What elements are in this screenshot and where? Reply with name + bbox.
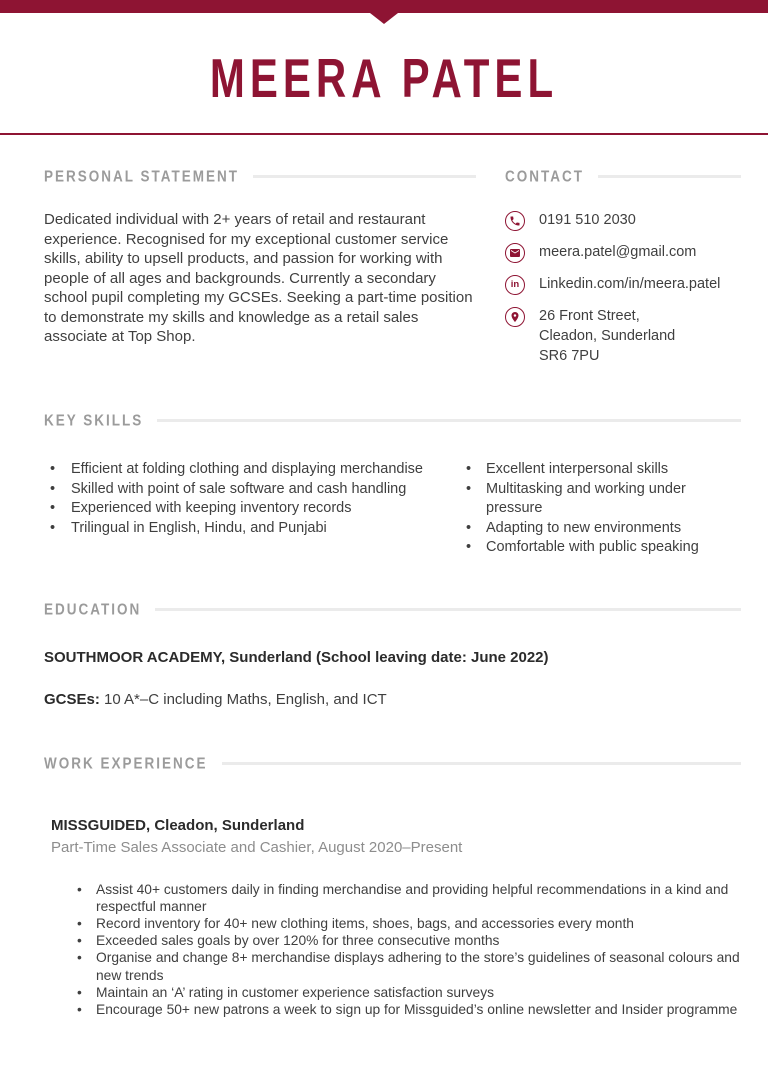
contact-item-email <box>505 242 741 263</box>
work-bullet: • Encourage 50+ new patrons a week to sign up for Missguided’s online newsletter and Insider programme <box>73 1001 741 1018</box>
section-divider <box>222 762 741 765</box>
contact-title: CONTACT <box>505 167 584 186</box>
skill-item: • Excellent interpersonal skills <box>464 460 741 480</box>
skill-item: • Trilingual in English, Hindu, and Punjabi <box>44 519 464 539</box>
section-divider <box>155 608 741 611</box>
key-skills-right-column <box>464 460 741 558</box>
address-line: 26 Front Street, <box>539 308 640 324</box>
employer-line: MISSGUIDED, Cleadon, Sunderland <box>51 816 305 834</box>
key-skills-section <box>44 413 741 558</box>
linkedin-url[interactable]: Linkedin.com/in/meera.patel <box>539 276 721 292</box>
contact-header <box>505 169 741 184</box>
triangle-ornament-icon <box>370 13 398 24</box>
work-experience-section <box>44 756 741 1019</box>
skill-item: • Comfortable with public speaking <box>464 538 741 558</box>
page-title: MEERA PATEL <box>209 47 559 109</box>
linkedin-icon <box>505 275 525 295</box>
work-experience-title: WORK EXPERIENCE <box>44 754 208 772</box>
title-divider <box>0 133 768 135</box>
skill-item: • Experienced with keeping inventory records <box>44 499 464 519</box>
personal-statement-title: PERSONAL STATEMENT <box>44 167 240 186</box>
section-divider <box>598 175 741 178</box>
personal-statement-section <box>44 169 476 377</box>
personal-statement-text: Dedicated individual with 2+ years of retail and restaurant experience. Recognised for my exceptional customer service skills, ability to upsell products, and passion for working with people of all ages and backgrounds. Currently a secondary school pupil completing my GCSEs. Seeking a part-time position to demonstrate my skills and knowledge as a retail sales associate at Top Shop. <box>44 211 473 345</box>
contact-section <box>505 169 741 377</box>
address-line: Cleadon, Sunderland <box>539 328 676 344</box>
work-experience-header <box>44 756 741 771</box>
gcse-label: GCSEs: <box>44 690 100 708</box>
contact-item-phone <box>505 210 741 231</box>
role-dates-line: Part-Time Sales Associate and Cashier, August 2020–Present <box>51 838 463 856</box>
section-divider <box>253 175 476 178</box>
gcse-text: 10 A*–C including Maths, English, and ICT <box>99 690 387 708</box>
email-icon <box>505 243 525 263</box>
education-header <box>44 602 741 617</box>
work-bullet: • Record inventory for 40+ new clothing items, shoes, bags, and accessories every month <box>73 915 741 932</box>
education-title: EDUCATION <box>44 600 142 618</box>
contact-list <box>505 210 741 366</box>
contact-item-address <box>505 306 741 366</box>
email-address[interactable]: meera.patel@gmail.com <box>539 244 697 260</box>
postal-address <box>539 306 675 366</box>
education-school-line: SOUTHMOOR ACADEMY, Sunderland (School leaving date: June 2022) <box>44 648 549 666</box>
education-section <box>44 602 741 708</box>
education-gcse-line <box>44 691 741 708</box>
skill-item: • Skilled with point of sale software and cash handling <box>44 480 464 500</box>
work-bullet: • Maintain an ‘A’ rating in customer experience satisfaction surveys <box>73 984 741 1001</box>
work-bullet-list <box>44 881 741 1019</box>
personal-statement-header <box>44 169 476 184</box>
work-bullet: • Assist 40+ customers daily in finding merchandise and providing helpful recommendations in a kind and respectful manner <box>73 881 741 915</box>
top-accent-bar <box>0 0 768 13</box>
skill-item: • Multitasking and working under pressure <box>464 480 741 519</box>
work-bullet: • Exceeded sales goals by over 120% for three consecutive months <box>73 932 741 949</box>
phone-number: 0191 510 2030 <box>539 212 636 228</box>
contact-item-linkedin <box>505 274 741 295</box>
address-line: SR6 7PU <box>539 348 600 364</box>
location-pin-icon <box>505 307 525 327</box>
work-bullet: • Organise and change 8+ merchandise displays adhering to the store’s guidelines of seasonal colours and new trends <box>73 949 741 983</box>
skill-item: • Efficient at folding clothing and displaying merchandise <box>44 460 464 480</box>
section-divider <box>157 419 741 422</box>
phone-icon <box>505 211 525 231</box>
resume-body <box>0 169 768 1018</box>
key-skills-header <box>44 413 741 428</box>
skill-item: • Adapting to new environments <box>464 519 741 539</box>
key-skills-title: KEY SKILLS <box>44 411 144 430</box>
key-skills-left-column <box>44 460 464 558</box>
linkedin-glyph: in <box>510 279 520 291</box>
